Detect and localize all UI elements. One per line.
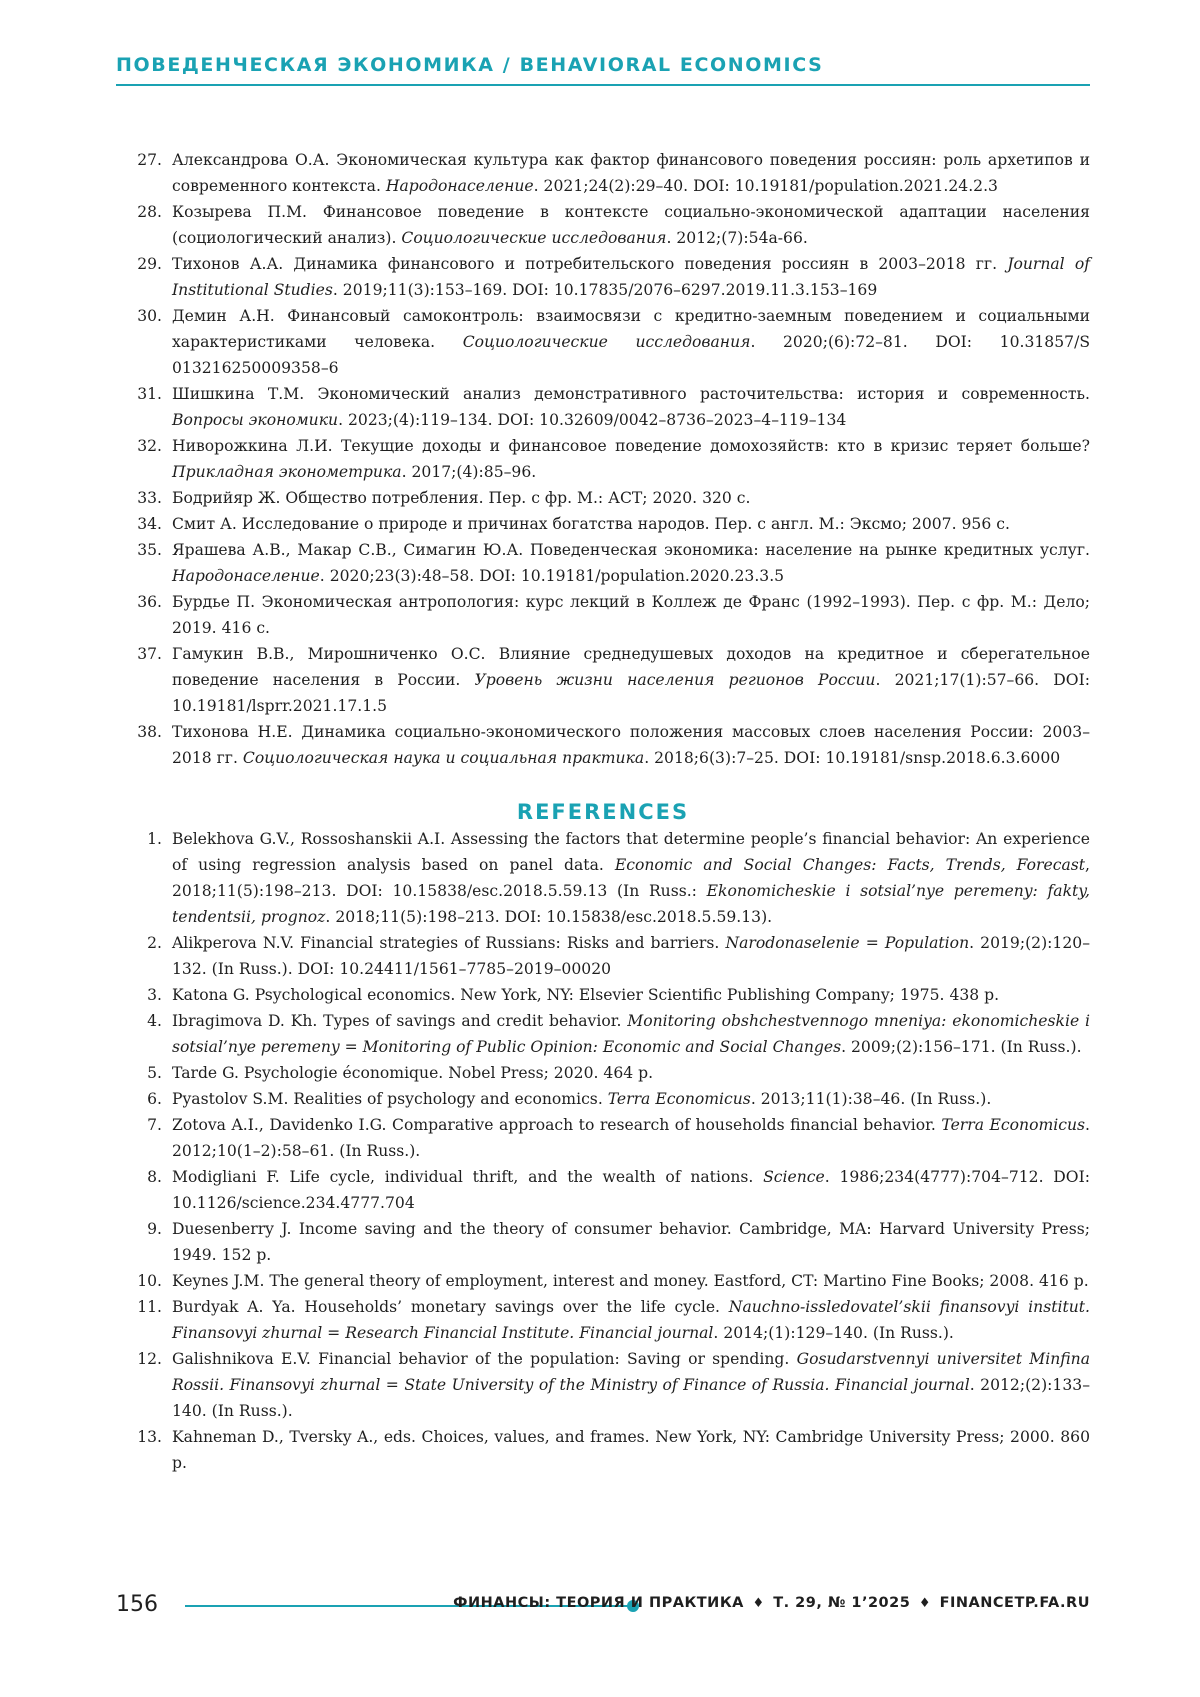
reference-item [116, 1008, 1090, 1060]
russian-reference-list [116, 147, 1090, 771]
reference-text: Тихонова Н.Е. Динамика социально-экономического положения массовых слоев населения России: 2003–2018 гг. Социологическая наука и социальная практика. 2018;6(3):7–25. DOI: 10.19181/snsp.2018.6.3.6000 [172, 719, 1090, 771]
reference-number: 13. [116, 1424, 172, 1476]
reference-text: Смит А. Исследование о природе и причинах богатства народов. Пер. с англ. М.: Эксмо; 2007. 956 с. [172, 511, 1090, 537]
reference-item [116, 1112, 1090, 1164]
reference-number: 5. [116, 1060, 172, 1086]
references-heading: REFERENCES [116, 800, 1090, 824]
references-content [116, 147, 1090, 1476]
reference-item [116, 147, 1090, 199]
reference-item [116, 1346, 1090, 1424]
journal-volume: Т. 29, № 1’2025 [773, 1595, 910, 1611]
reference-number: 4. [116, 1008, 172, 1060]
reference-text: Keynes J.M. The general theory of employment, interest and money. Eastford, CT: Martino Fine Books; 2008. 416 p. [172, 1268, 1090, 1294]
reference-item [116, 251, 1090, 303]
reference-text: Шишкина Т.М. Экономический анализ демонстративного расточительства: история и современность. Вопросы экономики. 2023;(4):119–134. DOI: 10.32609/0042–8736–2023–4–119–134 [172, 381, 1090, 433]
reference-text: Belekhova G.V., Rossoshanskii A.I. Assessing the factors that determine people’s financial behavior: An experience of using regression analysis based on panel data. Economic and Social Changes: Facts, Trends, Forecast, 2018;11(5):198–213. DOI: 10.15838/esc.2018.5.59.13 (In Russ.: Ekonomicheskie i sotsial’nye peremeny: fakty, tendentsii, prognoz. 2018;11(5):198–213. DOI: 10.15838/esc.2018.5.59.13). [172, 826, 1090, 930]
section-header: ПОВЕДЕНЧЕСКАЯ ЭКОНОМИКА / BEHAVIORAL ECONOMICS [116, 54, 1090, 76]
reference-number: 37. [116, 641, 172, 719]
reference-item [116, 826, 1090, 930]
reference-number: 34. [116, 511, 172, 537]
reference-number: 12. [116, 1346, 172, 1424]
reference-item [116, 1164, 1090, 1216]
reference-text: Ярашева А.В., Макар С.В., Симагин Ю.А. Поведенческая экономика: население на рынке кредитных услуг. Народонаселение. 2020;23(3):48–58. DOI: 10.19181/population.2020.23.3.5 [172, 537, 1090, 589]
reference-item [116, 719, 1090, 771]
reference-item [116, 1086, 1090, 1112]
reference-item [116, 1268, 1090, 1294]
reference-text: Ниворожкина Л.И. Текущие доходы и финансовое поведение домохозяйств: кто в кризис теряет больше? Прикладная эконометрика. 2017;(4):85–96. [172, 433, 1090, 485]
reference-number: 32. [116, 433, 172, 485]
reference-number: 8. [116, 1164, 172, 1216]
reference-item [116, 433, 1090, 485]
diamond-separator-icon: ♦ [752, 1596, 764, 1611]
reference-number: 2. [116, 930, 172, 982]
reference-number: 3. [116, 982, 172, 1008]
footer-journal-info [453, 1595, 1090, 1611]
reference-text: Бурдье П. Экономическая антропология: курс лекций в Коллеж де Франс (1992–1993). Пер. с фр. М.: Дело; 2019. 416 с. [172, 589, 1090, 641]
reference-item [116, 303, 1090, 381]
reference-number: 10. [116, 1268, 172, 1294]
reference-item [116, 1424, 1090, 1476]
reference-text: Duesenberry J. Income saving and the theory of consumer behavior. Cambridge, MA: Harvard University Press; 1949. 152 p. [172, 1216, 1090, 1268]
reference-text: Демин А.Н. Финансовый самоконтроль: взаимосвязи с кредитно-заемным поведением и социальными характеристиками человека. Социологические исследования. 2020;(6):72–81. DOI: 10.31857/S 013216250009358–6 [172, 303, 1090, 381]
reference-text: Гамукин В.В., Мирошниченко О.С. Влияние среднедушевых доходов на кредитное и сберегательное поведение населения в России. Уровень жизни населения регионов России. 2021;17(1):57–66. DOI: 10.19181/lsprr.2021.17.1.5 [172, 641, 1090, 719]
reference-number: 28. [116, 199, 172, 251]
reference-item [116, 1060, 1090, 1086]
reference-item [116, 1216, 1090, 1268]
reference-text: Alikperova N.V. Financial strategies of Russians: Risks and barriers. Narodonaselenie = Population. 2019;(2):120–132. (In Russ.). DOI: 10.24411/1561–7785–2019–00020 [172, 930, 1090, 982]
reference-number: 35. [116, 537, 172, 589]
english-reference-list [116, 826, 1090, 1476]
reference-number: 33. [116, 485, 172, 511]
reference-number: 27. [116, 147, 172, 199]
reference-item [116, 641, 1090, 719]
reference-number: 31. [116, 381, 172, 433]
reference-item [116, 511, 1090, 537]
reference-number: 36. [116, 589, 172, 641]
reference-text: Modigliani F. Life cycle, individual thrift, and the wealth of nations. Science. 1986;234(4777):704–712. DOI: 10.1126/science.234.4777.704 [172, 1164, 1090, 1216]
diamond-separator-icon: ♦ [919, 1596, 931, 1611]
reference-text: Козырева П.М. Финансовое поведение в контексте социально-экономической адаптации населения (социологический анализ). Социологические исследования. 2012;(7):54a-66. [172, 199, 1090, 251]
reference-number: 7. [116, 1112, 172, 1164]
reference-item [116, 199, 1090, 251]
page-footer [116, 1592, 1090, 1622]
reference-number: 9. [116, 1216, 172, 1268]
reference-item [116, 537, 1090, 589]
reference-text: Pyastolov S.M. Realities of psychology and economics. Terra Economicus. 2013;11(1):38–46. (In Russ.). [172, 1086, 1090, 1112]
reference-text: Александрова О.А. Экономическая культура как фактор финансового поведения россиян: роль архетипов и современного контекста. Народонаселение. 2021;24(2):29–40. DOI: 10.19181/population.2021.24.2.3 [172, 147, 1090, 199]
reference-number: 1. [116, 826, 172, 930]
reference-text: Zotova A.I., Davidenko I.G. Comparative approach to research of households financial behavior. Terra Economicus. 2012;10(1–2):58–61. (In Russ.). [172, 1112, 1090, 1164]
reference-number: 30. [116, 303, 172, 381]
reference-number: 38. [116, 719, 172, 771]
reference-text: Katona G. Psychological economics. New York, NY: Elsevier Scientific Publishing Company; 1975. 438 p. [172, 982, 1090, 1008]
header-rule [116, 84, 1090, 86]
reference-item [116, 930, 1090, 982]
journal-name: ФИНАНСЫ: ТЕОРИЯ И ПРАКТИКА [453, 1595, 744, 1611]
reference-item [116, 485, 1090, 511]
reference-text: Galishnikova E.V. Financial behavior of the population: Saving or spending. Gosudarstvennyi universitet Minfina Rossii. Finansovyi zhurnal = State University of the Ministry of Finance of Russia. Financial journal. 2012;(2):133–140. (In Russ.). [172, 1346, 1090, 1424]
reference-number: 6. [116, 1086, 172, 1112]
reference-text: Тихонов А.А. Динамика финансового и потребительского поведения россиян в 2003–2018 гг. Journal of Institutional Studies. 2019;11(3):153–169. DOI: 10.17835/2076–6297.2019.11.3.153–169 [172, 251, 1090, 303]
reference-text: Tarde G. Psychologie économique. Nobel Press; 2020. 464 p. [172, 1060, 1090, 1086]
reference-text: Бодрийяр Ж. Общество потребления. Пер. с фр. М.: АСТ; 2020. 320 с. [172, 485, 1090, 511]
reference-text: Ibragimova D. Kh. Types of savings and credit behavior. Monitoring obshchestvennogo mneniya: ekonomicheskie i sotsial’nye peremeny = Monitoring of Public Opinion: Economic and Social Changes. 2009;(2):156–171. (In Russ.). [172, 1008, 1090, 1060]
reference-number: 29. [116, 251, 172, 303]
reference-text: Kahneman D., Tversky A., eds. Choices, values, and frames. New York, NY: Cambridge University Press; 2000. 860 p. [172, 1424, 1090, 1476]
reference-item [116, 381, 1090, 433]
reference-item [116, 1294, 1090, 1346]
page-number: 156 [116, 1592, 158, 1617]
reference-number: 11. [116, 1294, 172, 1346]
reference-item [116, 589, 1090, 641]
reference-text: Burdyak A. Ya. Households’ monetary savings over the life cycle. Nauchno-issledovatel’skii finansovyi institut. Finansovyi zhurnal = Research Financial Institute. Financial journal. 2014;(1):129–140. (In Russ.). [172, 1294, 1090, 1346]
reference-item [116, 982, 1090, 1008]
journal-website[interactable]: FINANCETP.FA.RU [940, 1595, 1090, 1611]
